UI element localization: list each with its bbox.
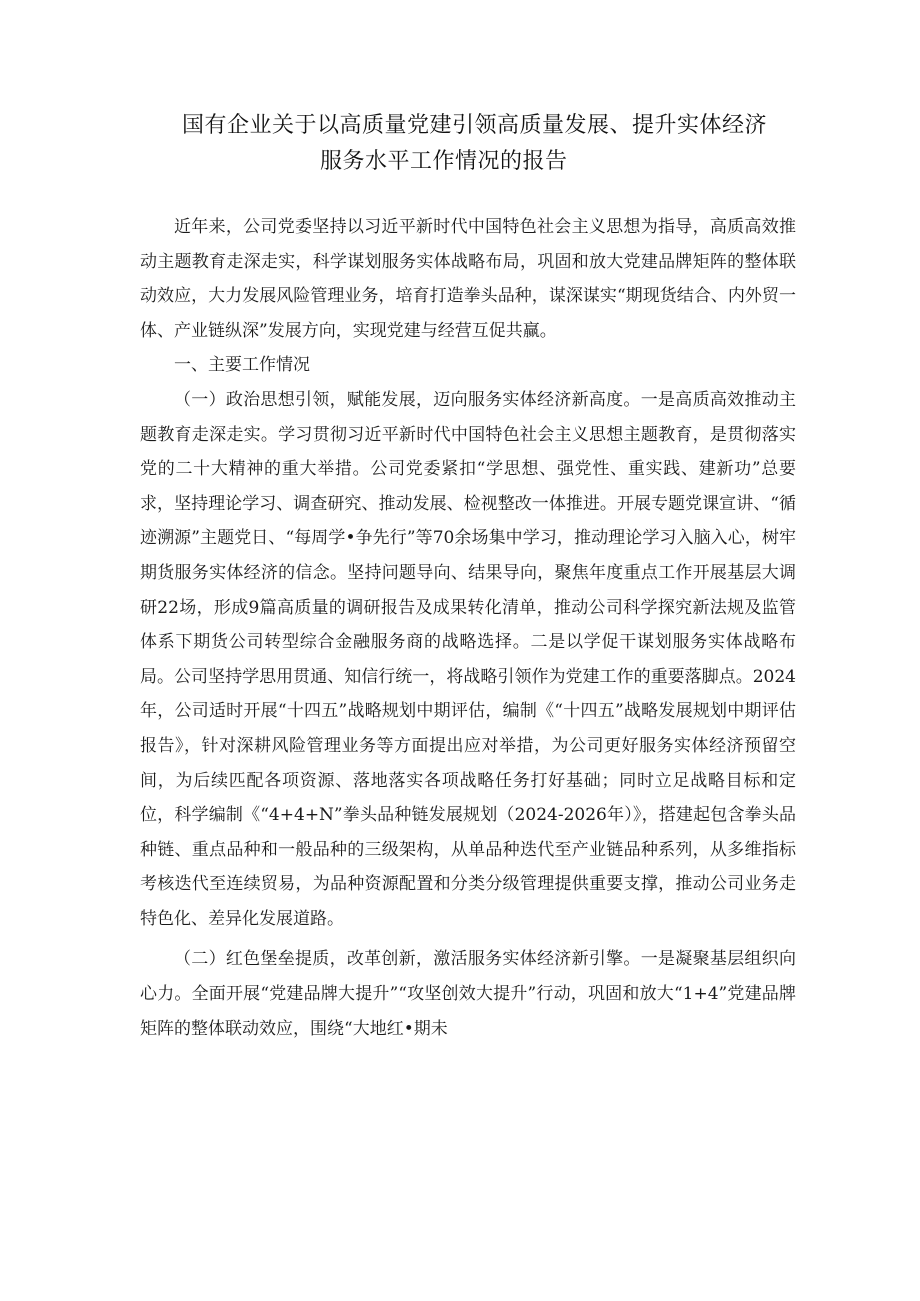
title-line-2: 服务水平工作情况的报告 [320, 149, 568, 174]
title-line-1: 国有企业关于以高质量党建引领高质量发展、提升实体经济 [182, 113, 768, 138]
body-paragraph: （一）政治思想引领，赋能发展，迈向服务实体经济新高度。一是高质高效推动主题教育走深走实。学习贯彻习近平新时代中国特色社会主义思想主题教育，是贯彻落实党的二十大精神的重大举措。公司党委紧扣“学思想、强党性、重实践、建新功”总要求，坚持理论学习、调查研究、推动发展、检视整改一体推进。开展专题党课宣讲、“循迹溯源”主题党日、“每周学•争先行”等70余场集中学习，推动理论学习入脑入心，树牢期货服务实体经济的信念。坚持问题导向、结果导向，聚焦年度重点工作开展基层大调研22场，形成9篇高质量的调研报告及成果转化清单，推动公司科学探究新法规及监管体系下期货公司转型综合金融服务商的战略选择。二是以学促干谋划服务实体战略布局。公司坚持学思用贯通、知信行统一，将战略引领作为党建工作的重要落脚点。2024年，公司适时开展“十四五”战略规划中期评估，编制《“十四五”战略发展规划中期评估报告》，针对深耕风险管理业务等方面提出应对举措，为公司更好服务实体经济预留空间，为后续匹配各项资源、落地落实各项战略任务打好基础；同时立足战略目标和定位，科学编制《“4+4+N”拳头品种链发展规划（2024-2026年）》，搭建起包含拳头品种链、重点品种和一般品种的三级架构，从单品种迭代至产业链品种系列，从多维指标考核迭代至连续贸易，为品种资源配置和分类分级管理提供重要支撑，推动公司业务走特色化、差异化发展道路。 [140, 389, 796, 929]
intro-paragraph: 近年来，公司党委坚持以习近平新时代中国特色社会主义思想为指导，高质高效推动主题教育走深走实，科学谋划服务实体战略布局，巩固和放大党建品牌矩阵的整体联动效应，大力发展风险管理业务，培育打造拳头品种，谋深谋实“期现货结合、内外贸一体、产业链纵深”发展方向，实现党建与经营互促共赢。 [140, 217, 796, 341]
document-body [140, 210, 796, 1046]
document-title [0, 108, 920, 180]
body-paragraph: （二）红色堡垒提质，改革创新，激活服务实体经济新引擎。一是凝聚基层组织向心力。全面开展“党建品牌大提升”“攻坚创效大提升”行动，巩固和放大“1+4”党建品牌矩阵的整体联动效应，围绕“大地红•期未 [140, 949, 796, 1039]
section-heading: 一、主要工作情况 [174, 355, 310, 376]
